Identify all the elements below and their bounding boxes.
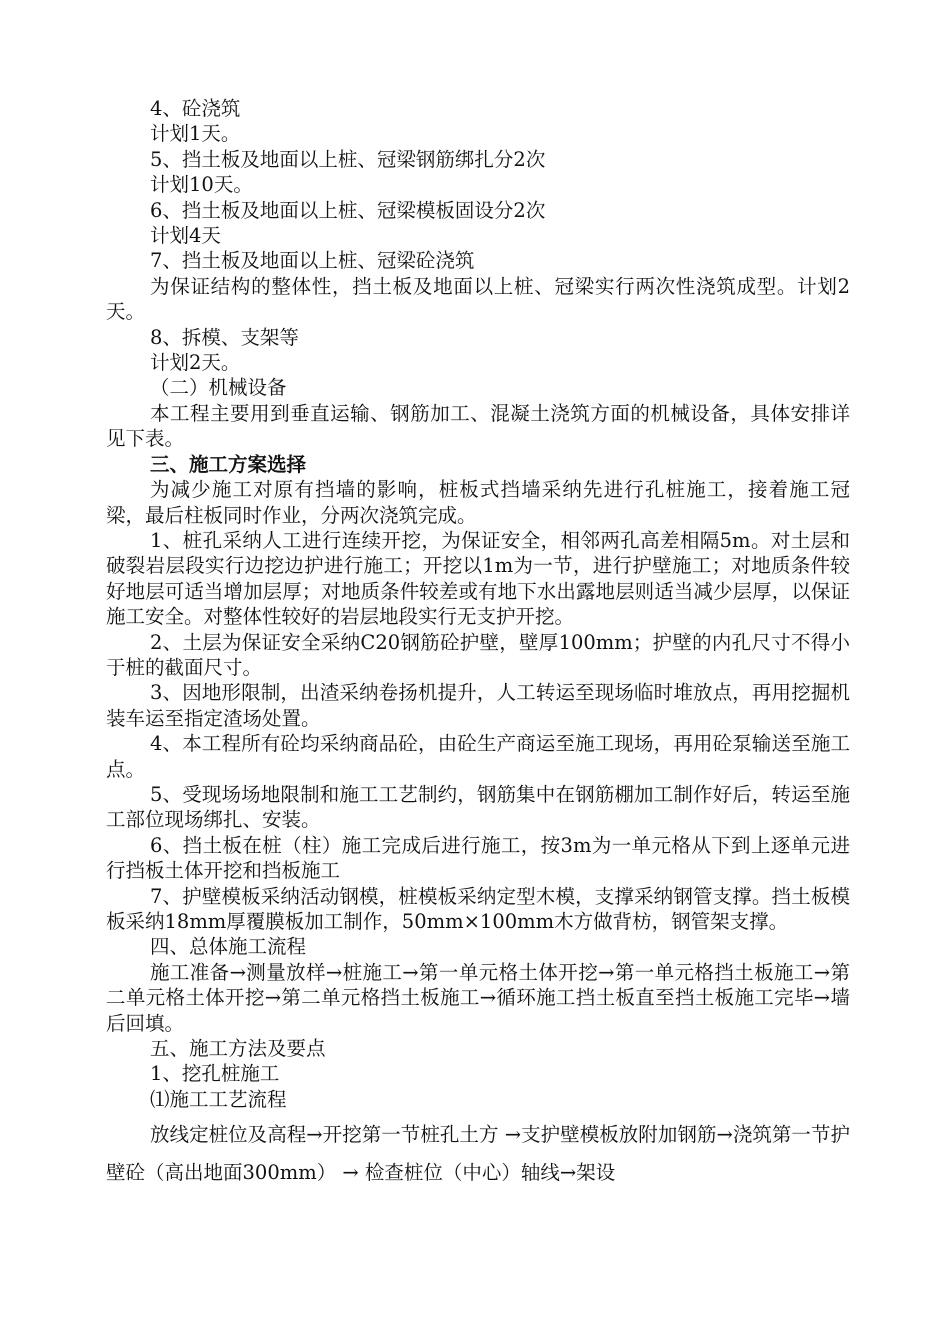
section-heading: 四、总体施工流程 (150, 935, 307, 959)
paragraph: 1、桩孔采纳人工进行连续开挖，为保证安全，相邻两孔高差相隔5m。对土层和破裂岩层段实行边挖边护进行施工；开挖以1m为一节，进行护壁施工；对地质条件较好地层可适当增加层厚；对地质条件较差或有地下水出露地层则适当减少层厚，以保证施工安全。对整体性较好的岩层地段实行无支护开挖。 (106, 528, 850, 629)
paragraph: 计划4天 (150, 224, 221, 248)
sub-heading: ⑴施工工艺流程 (150, 1087, 287, 1111)
paragraph: 5、挡土板及地面以上桩、冠梁钢筋绑扎分2次 (150, 147, 546, 171)
paragraph: 2、土层为保证安全采纳C20钢筋砼护壁，壁厚100mm；护壁的内孔尺寸不得小于桩的截面尺寸。 (106, 630, 850, 679)
paragraph: 计划2天。 (150, 351, 241, 375)
paragraph: 计划10天。 (150, 173, 253, 197)
paragraph: 6、挡土板在桩（柱）施工完成后进行施工，按3m为一单元格从下到上逐单元进行挡板土体开挖和挡板施工 (106, 833, 850, 883)
paragraph: 施工准备→测量放样→桩施工→第一单元格土体开挖→第一单元格挡土板施工→第二单元格土体开挖→第二单元格挡土板施工→循环施工挡土板直至挡土板施工完毕→墙后回填。 (106, 960, 850, 1035)
section-heading: （二）机械设备 (150, 376, 287, 400)
paragraph: 7、护壁模板采纳活动钢模，桩模板采纳定型木模，支撑采纳钢管支撑。挡土板模板采纳18mm厚覆膜板加工制作，50mm×100mm木方做背枋，钢管架支撑。 (106, 884, 850, 933)
section-heading: 三、施工方案选择 (150, 452, 307, 476)
paragraph: 4、砼浇筑 (150, 97, 241, 120)
paragraph: 计划1天。 (150, 122, 241, 146)
paragraph: 放线定桩位及高程→开挖第一节桩孔土方 →支护壁模板放附加钢筋→浇筑第一节护壁砼（高出地面300mm） → 检查桩位（中心）轴线→架设 (106, 1123, 850, 1185)
paragraph: 本工程主要用到垂直运输、钢筋加工、混凝土浇筑方面的机械设备，具体安排详见下表。 (106, 401, 850, 451)
section-heading: 五、施工方法及要点 (150, 1037, 326, 1061)
paragraph: 4、本工程所有砼均采纳商品砼，由砼生产商运至施工现场，再用砼泵输送至施工点。 (106, 732, 850, 781)
paragraph: 3、因地形限制，出渣采纳卷扬机提升，人工转运至现场临时堆放点，再用挖掘机装车运至指定渣场处置。 (106, 681, 850, 730)
paragraph: 8、拆模、支架等 (150, 325, 299, 349)
paragraph: 为减少施工对原有挡墙的影响，桩板式挡墙采纳先进行孔桩施工，接着施工冠梁，最后柱板同时作业，分两次浇筑完成。 (106, 478, 850, 527)
sub-heading: 1、挖孔桩施工 (150, 1062, 280, 1086)
paragraph: 6、挡土板及地面以上桩、冠梁模板固设分2次 (150, 198, 546, 222)
document-page (106, 96, 850, 1192)
paragraph: 7、挡土板及地面以上桩、冠梁砼浇筑 (150, 249, 475, 273)
paragraph: 为保证结构的整体性，挡土板及地面以上桩、冠梁实行两次性浇筑成型。计划2天。 (106, 274, 850, 324)
paragraph: 5、受现场场地限制和施工工艺制约，钢筋集中在钢筋棚加工制作好后，转运至施工部位现场绑扎、安装。 (106, 782, 850, 832)
